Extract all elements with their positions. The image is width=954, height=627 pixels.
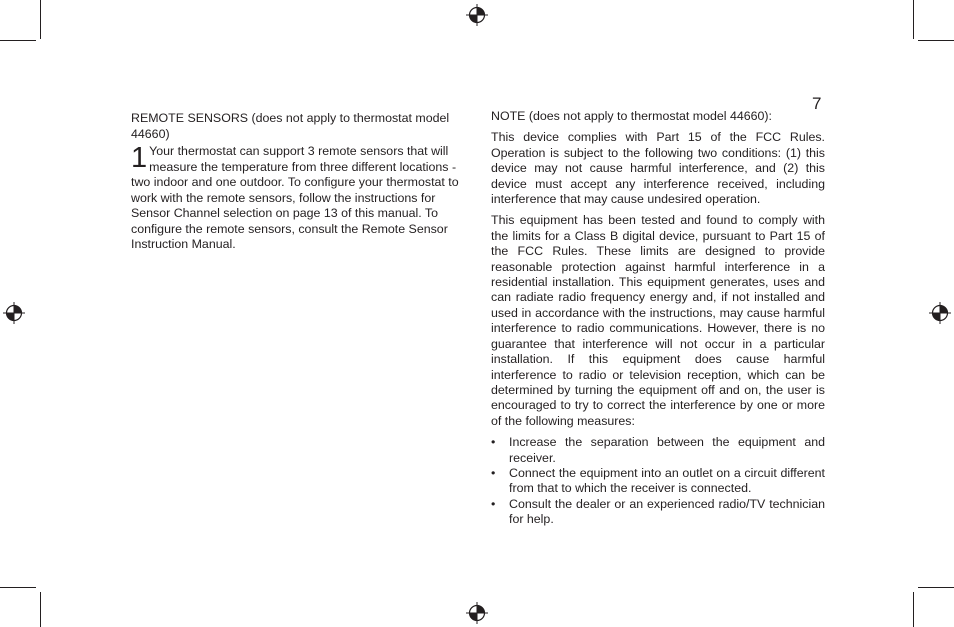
crop-mark-bottom-right-h	[918, 587, 954, 588]
list-item	[491, 435, 825, 466]
measures-list	[491, 435, 825, 527]
crop-mark-bottom-left-h	[0, 587, 36, 588]
registration-mark-icon	[929, 302, 951, 324]
step-1	[131, 144, 464, 253]
list-item-text: Connect the equipment into an outlet on a circuit different from that to which the receiver is connected.	[509, 465, 825, 496]
bullet: •	[491, 465, 496, 480]
class-b-paragraph: This equipment has been tested and found to comply with the limits for a Class B digital device, pursuant to Part 15 of the FCC Rules. These limits are designed to provide reasonable protection against harmful interference in a residential installation. This equipment generates, uses and can radiate radio frequency energy and, if not installed and used in accordance with the instructions, may cause harmful interference to radio communications. However, there is no guarantee that interference will not occur in a particular installation. If this equipment does cause harmful interference to radio or television reception, which can be determined by turning the equipment off and on, the user is encouraged to try to correct the interference by one or more of the following measures:	[491, 213, 825, 428]
list-item-text: Increase the separation between the equipment and receiver.	[509, 435, 825, 465]
crop-mark-top-right-h	[918, 40, 954, 41]
step-number: 1	[131, 142, 148, 174]
crop-mark-top-left-v	[40, 0, 41, 39]
crop-mark-top-left-h	[0, 40, 36, 41]
crop-mark-bottom-right-v	[913, 592, 914, 627]
left-column	[131, 111, 464, 253]
note-heading: NOTE (does not apply to thermostat model 44660):	[491, 109, 772, 123]
list-item-text: Consult the dealer or an experienced radio/TV technician for help.	[509, 496, 825, 527]
registration-mark-icon	[466, 4, 488, 26]
right-column	[491, 109, 825, 528]
registration-mark-icon	[466, 602, 488, 624]
bullet: •	[491, 496, 496, 511]
fcc-compliance-paragraph: This device complies with Part 15 of the FCC Rules. Operation is subject to the following two conditions: (1) this device may not cause harmful interference, and (2) this device must accept any interference received, including interference that may cause undesired operation.	[491, 130, 825, 207]
remote-sensors-heading: REMOTE SENSORS (does not apply to thermostat model 44660)	[131, 111, 450, 141]
crop-mark-top-right-v	[913, 0, 914, 39]
list-item	[491, 497, 825, 528]
registration-mark-icon	[3, 302, 25, 324]
bullet: •	[491, 435, 496, 450]
crop-mark-bottom-left-v	[40, 592, 41, 627]
list-item	[491, 466, 825, 497]
page-number: 7	[812, 94, 822, 113]
step-text: Your thermostat can support 3 remote sensors that will measure the temperature from three different locations - two indoor and one outdoor. To configure your thermostat to work with the remote sensors, follow the instructions for Sensor Channel selection on page 13 of this manual. To configure the remote sensors, consult the Remote Sensor Instruction Manual.	[131, 144, 459, 251]
